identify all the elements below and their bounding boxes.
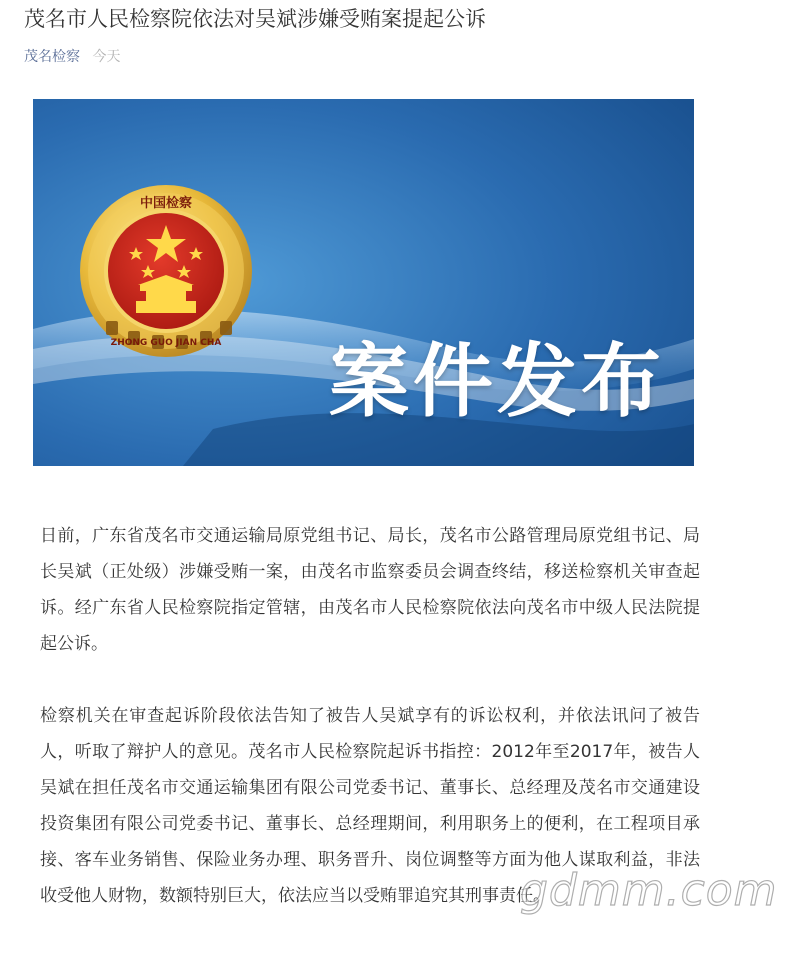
- procuratorate-emblem: [80, 185, 252, 357]
- article-title: 茂名市人民检察院依法对吴斌涉嫌受贿案提起公诉: [24, 7, 486, 31]
- article-meta: [24, 47, 120, 67]
- publish-time: 今天: [92, 49, 121, 65]
- emblem-bottom-text: ZHONG GUO JIAN CHA: [110, 338, 222, 348]
- emblem-top-text: 中国检察: [139, 196, 193, 211]
- site-watermark: gdmm.com: [520, 865, 778, 916]
- case-release-banner: [33, 99, 694, 466]
- article-paragraph: 检察机关在审查起诉阶段依法告知了被告人吴斌享有的诉讼权利，并依法讯问了被告人，听取了辩护人的意见。茂名市人民检察院起诉书指控：2012年至2017年，被告人吴斌在担任茂名市交通运输集团有限公司党委书记、董事长、总经理及茂名市交通建设投资集团有限公司党委书记、董事长、总经理期间，利用职务上的便利，在工程项目承接、客车业务销售、保险业务办理、职务晋升、岗位调整等方面为他人谋取利益，非法收受他人财物，数额特别巨大，依法应当以受贿罪追究其刑事责任。: [40, 706, 700, 906]
- banner-headline: 案件发布: [329, 335, 665, 428]
- article-paragraph: 日前，广东省茂名市交通运输局原党组书记、局长，茂名市公路管理局原党组书记、局长吴斌（正处级）涉嫌受贿一案，由茂名市监察委员会调查终结，移送检察机关审查起诉。经广东省人民检察院指定管辖，由茂名市人民检察院依法向茂名市中级人民法院提起公诉。: [40, 526, 700, 654]
- account-name-link[interactable]: 茂名检察: [24, 49, 80, 65]
